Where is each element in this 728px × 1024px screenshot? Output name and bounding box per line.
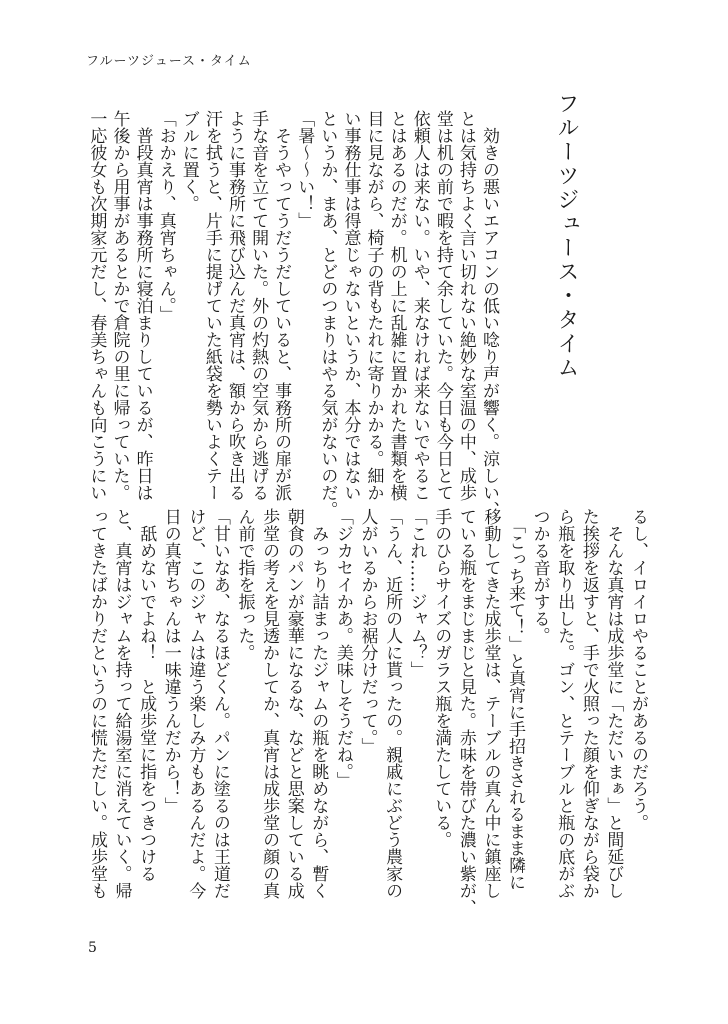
chapter-title: フルーツジュース・タイム (554, 92, 579, 380)
text-line: けど、このジャムは違う楽しみ方もあるんだよ。今 (185, 508, 206, 899)
text-line: た挨拶を返すと、手で火照った顔を仰ぎながら袋か (578, 508, 599, 899)
running-header: フルーツジュース・タイム (86, 54, 252, 69)
text-line: とはあるのだが。机の上に乱雑に置かれた書類を横 (386, 110, 407, 501)
text-line: ている瓶をまじまじと見た。赤味を帯びた濃い紫が、 (455, 508, 476, 916)
text-line: 効きの悪いエアコンの低い唸り声が響く。涼しい、 (479, 110, 499, 518)
text-line: 午後から用事があるとかで倉院の里に帰っていた。 (109, 110, 130, 501)
page-number: 5 (88, 940, 97, 956)
text-line: ってきたばかりだというのに慌ただしい。成歩堂も (86, 508, 107, 899)
text-line: 人がいるからお裾分けだって。」 (357, 508, 378, 755)
text-line: 汗を拭うと、片手に提げていた紙袋を勢いよくテー (201, 110, 222, 501)
text-line: 「おかえり、真宵ちゃん。」 (155, 110, 176, 323)
text-line: 一応彼女も次期家元だし、春美ちゃんも向こうにい (86, 110, 107, 501)
text-line: 手のひらサイズのガラス瓶を満たしている。 (431, 508, 452, 848)
text-line: 「うん、近所の人に貰ったの。親戚にぶどう農家の (382, 508, 403, 899)
text-line: そんな真宵は成歩堂に「ただいまぁ」と間延びし (603, 508, 624, 899)
text-line: 日の真宵ちゃんは一味違うんだから！」 (160, 508, 181, 814)
text-line: 朝食のパンが豪華になるな、などと思案している成 (283, 508, 304, 899)
text-line: と、真宵はジャムを持って給湯室に消えていく。帰 (111, 508, 132, 899)
text-line: ら瓶を取り出した。ゴン、とテーブルと瓶の底がぶ (554, 508, 575, 899)
text-line: 「甘いなあ、なるほどくん。パンに塗るのは王道だ (209, 508, 230, 899)
text-line: ん前で指を振った。 (234, 508, 255, 661)
text-line: 歩堂の考えを見透かしてか、真宵は成歩堂の顔の真 (259, 508, 280, 899)
text-line: 舐めないでよね！ と成歩堂に指をつきつける (136, 508, 157, 882)
body-text-upper (84, 110, 500, 518)
text-line: ように事務所に飛び込んだ真宵は、額から吹き出る (224, 110, 245, 501)
text-line: というか、まあ、とどのつまりはやる気がないのだ。 (317, 110, 338, 518)
text-line: みっちり詰まったジャムの瓶を眺めながら、暫く (308, 508, 329, 899)
text-line: るし、イロイロやることがあるのだろう。 (628, 508, 648, 831)
text-line: 依頼人は来ない。いや、来なければ来ないでやるこ (409, 110, 430, 501)
text-line: つかる音がする。 (529, 508, 550, 644)
text-line: 普段真宵は事務所に寝泊まりしているが、昨日は (132, 110, 153, 501)
text-line: 「ジカセイかあ。美味しそうだね。」 (332, 508, 353, 789)
text-line: ブルに置く。 (178, 110, 199, 212)
text-line: 「暑〜〜い！」 (294, 110, 315, 229)
text-line: 堂は机の前で暇を持て余していた。今日も今日とて (432, 110, 453, 501)
text-line: そうやってうだうだしていると、事務所の扉が派 (271, 110, 292, 501)
text-line: 目に見ながら、椅子の背もたれに寄りかかる。細か (363, 110, 384, 501)
text-line: 「こっち来て！」と真宵に手招きされるまま隣に (505, 508, 526, 891)
text-line: い事務仕事は得意じゃないというか、本分ではない (340, 110, 361, 501)
text-line: 「これ……ジャム？」 (406, 508, 427, 678)
body-text-lower (84, 508, 650, 916)
text-line: 手な音を立てて開いた。外の灼熱の空気から逃げる (248, 110, 269, 501)
text-line: とは気持ちよく言い切れない絶妙な室温の中、成歩 (455, 110, 476, 501)
text-line: 移動してきた成歩堂は、テーブルの真ん中に鎮座し (480, 508, 501, 899)
